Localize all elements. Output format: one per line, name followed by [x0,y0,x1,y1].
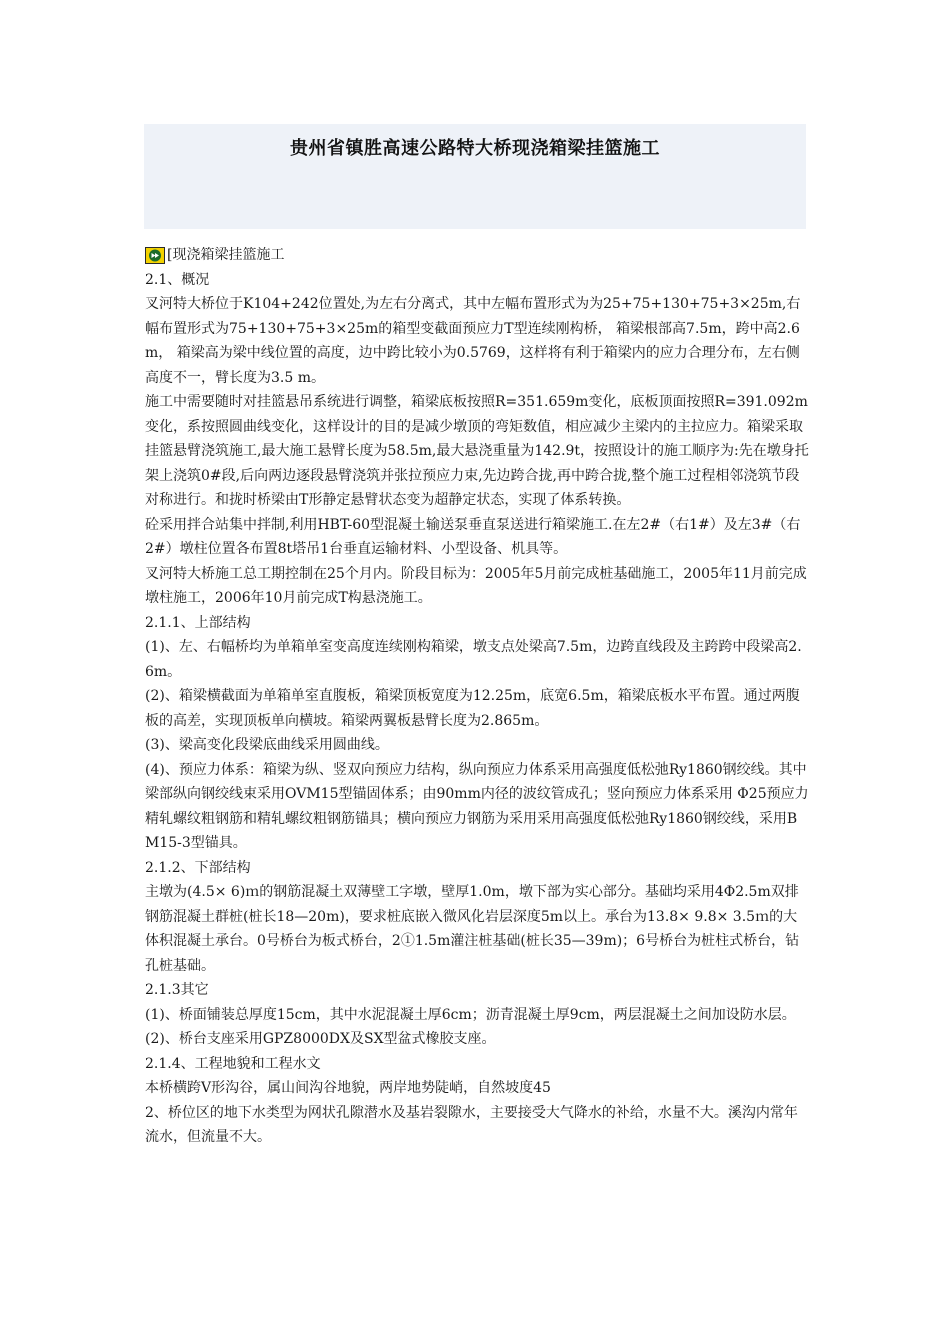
paragraph: 砼采用拌合站集中拌制,利用HBT-60型混凝土输送泵垂直泵送进行箱梁施工.在左2#（右1#）及左3#（右2#）墩柱位置各布置8t塔吊1台垂直运输材料、小型设备、机具等。 [145,516,801,557]
paragraph: (1)、左、右幅桥均为单箱单室变高度连续刚构箱梁，墩支点处梁高7.5m，边跨直线段及主跨跨中段梁高2.6m。 [145,639,802,680]
paragraph: (2)、桥台支座采用GPZ8000DX及SX型盆式橡胶支座。 [145,1031,496,1047]
paragraph: 2.1.2、下部结构 [145,859,251,876]
lead-text: [现浇箱梁挂篮施工 [167,247,285,263]
document-arrow-icon [145,247,165,264]
paragraph: 施工中需要随时对挂篮悬吊系统进行调整，箱梁底板按照R=351.659m变化，底板顶面按照R=391.092m变化，系按照圆曲线变化，这样设计的目的是减少墩顶的弯矩数值，相应减少主梁内的主拉应力。箱梁采取挂篮悬臂浇筑施工,最大施工悬臂长度为58.5m,最大悬浇重量为142.9t，按照设计的施工顺序为:先在墩身托架上浇筑0#段,后向两边逐段悬臂浇筑并张拉预应力束,先边跨合拢,再中跨合拢,整个施工过程相邻浇筑节段对称进行。和拢时桥梁由T形静定悬臂状态变为超静定状态，实现了体系转换。 [145,394,809,508]
paragraph: 叉河特大桥施工总工期控制在25个月内。阶段目标为：2005年5月前完成桩基础施工，2005年11月前完成墩柱施工，2006年10月前完成T构悬浇施工。 [145,565,807,606]
paragraph: 主墩为(4.5× 6)ｍ的钢筋混凝土双薄壁工字墩，壁厚1.0m，墩下部为实心部分。基础均采用4Φ2.5m双排钢筋混凝土群桩(桩长18—20m)，要求桩底嵌入微风化岩层深度5m以上。承台为13.8× 9.8× 3.5ｍ的大体积混凝土承台。0号桥台为板式桥台，2①1.5m灌注桩基础(桩长35—39m)；6号桥台为桩柱式桥台，钻孔桩基础。 [145,884,800,974]
paragraph: 叉河特大桥位于K104+242位置处,为左右分离式，其中左幅布置形式为为25+75+130+75+3×25m,右幅布置形式为75+130+75+3×25m的箱型变截面预应力T型连续刚构桥， 箱梁根部高7.5m，跨中高2.6m， 箱梁高为梁中线位置的高度，边中跨比较小为0.5769，这样将有利于箱梁内的应力合理分布，左右侧高度不一，臂长度为3.5 m。 [145,296,801,386]
paragraph: (3)、梁高变化段梁底曲线采用圆曲线。 [145,737,389,753]
paragraph: 2.1、概况 [145,271,210,288]
paragraph: (1)、桥面铺装总厚度15cm，其中水泥混凝土厚6cm；沥青混凝土厚9cm，两层混凝土之间加设防水层。 [145,1006,796,1023]
paragraph: (2)、箱梁横截面为单箱单室直腹板，箱梁顶板宽度为12.25m，底宽6.5m，箱梁底板水平布置。通过两腹板的高差，实现顶板单向横坡。箱梁两翼板悬臂长度为2.865m。 [145,688,800,729]
paragraph: 本桥横跨V形沟谷，属山间沟谷地貌，两岸地势陡峭，自然坡度45 [145,1080,551,1096]
paragraph: 2.1.3其它 [145,982,209,998]
title-banner [144,124,806,229]
paragraph: (4)、预应力体系：箱梁为纵、竖双向预应力结构，纵向预应力体系采用高强度低松弛Ry1860钢绞线。其中梁部纵向钢绞线束采用OVM15型锚固体系；由90mm内径的波纹管成孔；竖向预应力体系采用 Φ25预应力精轧螺纹粗钢筋和精轧螺纹粗钢筋锚具；横向预应力钢筋为采用采用高强度低松弛Ry1860钢绞线，采用BM15-3型锚具。 [145,761,809,851]
paragraph: 2、桥位区的地下水类型为网状孔隙潜水及基岩裂隙水，主要接受大气降水的补给，水量不大。溪沟内常年流水，但流量不大。 [145,1104,798,1145]
paragraph: 2.1.1、上部结构 [145,614,251,631]
page-title: 贵州省镇胜高速公路特大桥现浇箱梁挂篮施工 [290,138,660,159]
article-body [145,243,809,1150]
paragraph: 2.1.4、工程地貌和工程水文 [145,1055,321,1072]
article-lead [145,243,809,268]
